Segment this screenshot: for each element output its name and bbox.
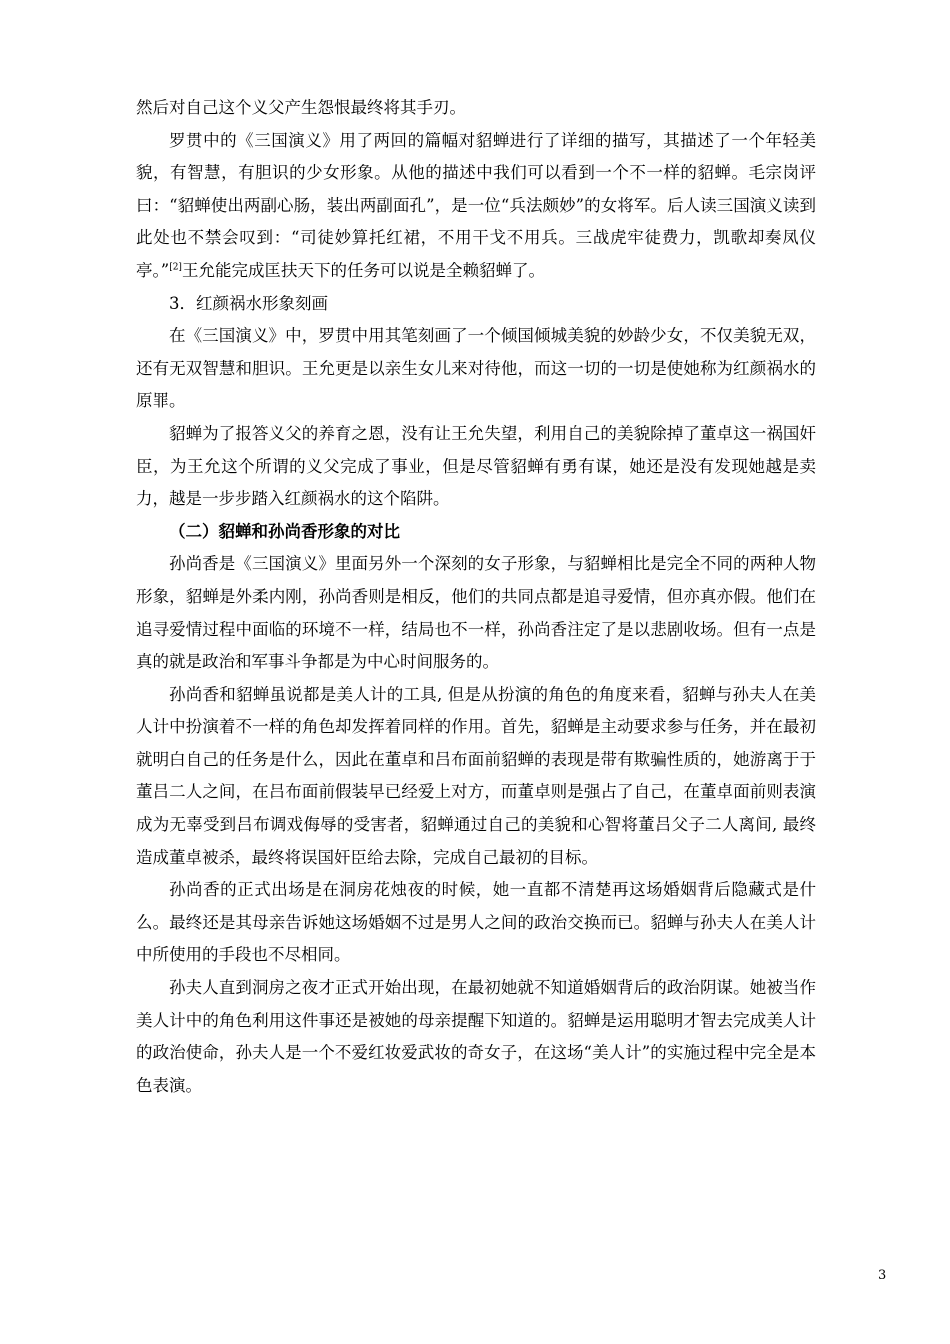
paragraph-text: 罗贯中的《三国演义》用了两回的篇幅对貂蝉进行了详细的描写，其描述了一个年轻美貌，有智慧，有胆识的少女形象。从他的描述中我们可以看到一个不一样的貂蝉。毛宗岗评曰：“貂蝉使出两副心肠，装出两副面孔”，是一位“兵法颇妙”的女将军。后人读三国演义读到此处也不禁会叹到：“司徒妙算托红裙，不用干戈不用兵。三战虎牢徒费力，凯歌却奏凤仪亭。” [136,130,816,280]
paragraph-wedding-night: 孙夫人直到洞房之夜才正式开始出现，在最初她就不知道婚姻背后的政治阴谋。她被当作美人计中的角色利用这件事还是被她的母亲提醒下知道的。貂蝉是运用聪明才智去完成美人计的政治使命，孙夫人是一个不爱红妆爱武妆的奇女子，在这场“美人计”的实施过程中完全是本色表演。 [136,978,816,1095]
paragraph-roles: 孙尚香和貂蝉虽说都是美人计的工具, 但是从扮演的角色的角度来看，貂蝉与孙夫人在美人计中扮演着不一样的角色却发挥着同样的作用。首先，貂蝉是主动要求参与任务，并在最初就明白自己的任务是什么，因此在董卓和吕布面前貂蝉的表现是带有欺骗性质的，她游离于于董吕二人之间，在吕布面前假装早已经爱上对方，而董卓则是强占了自己，在董卓面前则表演成为无辜受到吕布调戏侮辱的受害者，貂蝉通过自己的美貌和心智将董吕父子二人离间, 最终造成董卓被杀，最终将误国奸臣给去除，完成自己最初的目标。 [136,684,816,867]
paragraph-sun-shangxiang: 孙尚香是《三国演义》里面另外一个深刻的女子形象，与貂蝉相比是完全不同的两种人物形象，貂蝉是外柔内刚，孙尚香则是相反，他们的共同点都是追寻爱情，但亦真亦假。他们在追寻爱情过程中面临的环境不一样，结局也不一样，孙尚香注定了是以悲剧收场。但有一点是真的就是政治和军事斗争都是为中心时间服务的。 [136,554,816,672]
paragraph-continuation: 然后对自己这个义父产生怨恨最终将其手刃。 [136,98,466,117]
paragraph-portrayal: 在《三国演义》中，罗贯中用其笔刻画了一个倾国倾城美貌的妙龄少女，不仅美貌无双，还有无双智慧和胆识。王允更是以亲生女儿来对待他，而这一切的一切是使她称为红颜祸水的原罪。 [136,326,816,411]
page-content [136,92,816,1102]
paragraph-luo-guanzhong [136,125,816,288]
subheading-3: 3．红颜祸水形象刻画 [169,293,328,313]
paragraph-appearance: 孙尚香的正式出场是在洞房花烛夜的时候，她一直都不清楚再这场婚姻背后隐藏式是什么。最终还是其母亲告诉她这场婚姻不过是男人之间的政治交换而已。貂蝉与孙夫人在美人计中所使用的手段也不尽相同。 [136,880,816,965]
paragraph-text: 王允能完成匡扶天下的任务可以说是全赖貂蝉了。 [181,260,545,280]
paragraph-repay: 貂蝉为了报答义父的养育之恩，没有让王允失望，利用自己的美貌除掉了董卓这一祸国奸臣，为王允这个所谓的义父完成了事业，但是尽管貂蝉有勇有谋，她还是没有发现她越是卖力，越是一步步踏入红颜祸水的这个陷阱。 [136,423,816,509]
page-number: 3 [878,1268,887,1283]
section-heading-comparison: （二）貂蝉和孙尚香形象的对比 [169,521,400,541]
citation-marker: [2] [169,262,182,273]
